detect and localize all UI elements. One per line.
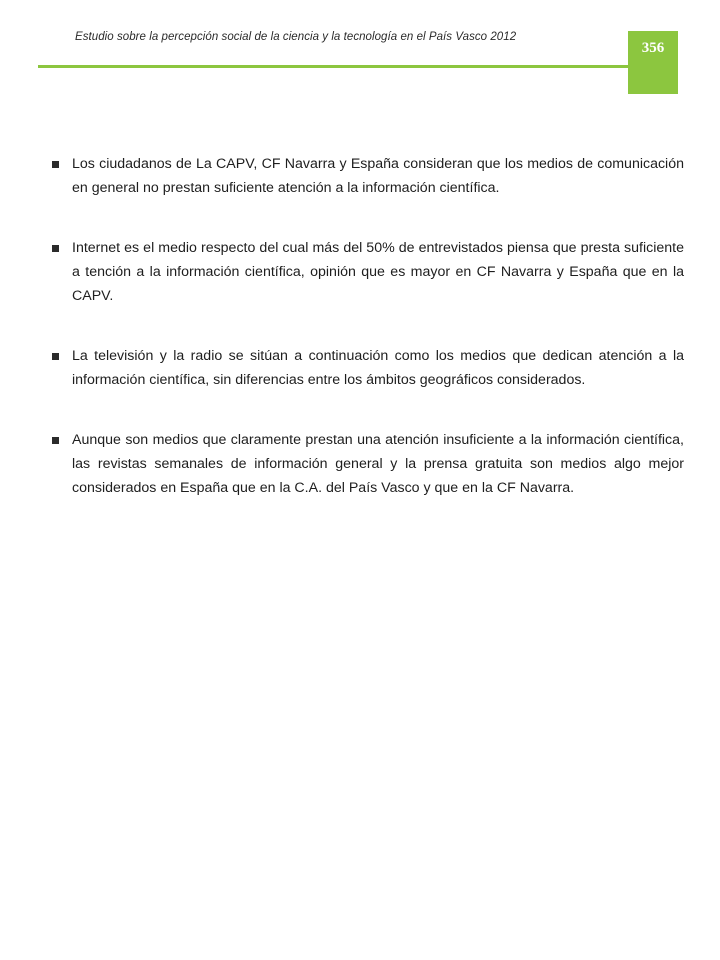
list-item: [50, 344, 684, 392]
page-number: 356: [641, 40, 665, 56]
header-divider: [38, 65, 628, 68]
square-bullet-icon: [52, 353, 59, 360]
bullet-list: [50, 152, 684, 536]
list-item: [50, 236, 684, 308]
list-item-text: La televisión y la radio se sitúan a continuación como los medios que dedican atención a la información científica, sin diferencias entre los ámbitos geográficos considerados.: [72, 348, 684, 388]
list-item-text: Internet es el medio respecto del cual más del 50% de entrevistados piensa que presta suficiente a tención a la información científica, opinión que es mayor en CF Navarra y España que en la CAPV.: [72, 240, 684, 304]
page-number-badge: [628, 31, 678, 94]
square-bullet-icon: [52, 161, 59, 168]
list-item: [50, 428, 684, 500]
list-item-text: Aunque son medios que claramente prestan una atención insuficiente a la información científica, las revistas semanales de información general y la prensa gratuita son medios algo mejor considerados en España que en la C.A. del País Vasco y que en la CF Navarra.: [72, 432, 684, 496]
list-item-text: Los ciudadanos de La CAPV, CF Navarra y España consideran que los medios de comunicación en general no prestan suficiente atención a la información científica.: [72, 156, 684, 196]
square-bullet-icon: [52, 245, 59, 252]
running-header: Estudio sobre la percepción social de la ciencia y la tecnología en el País Vasco 2012: [75, 31, 517, 43]
list-item: [50, 152, 684, 200]
square-bullet-icon: [52, 437, 59, 444]
